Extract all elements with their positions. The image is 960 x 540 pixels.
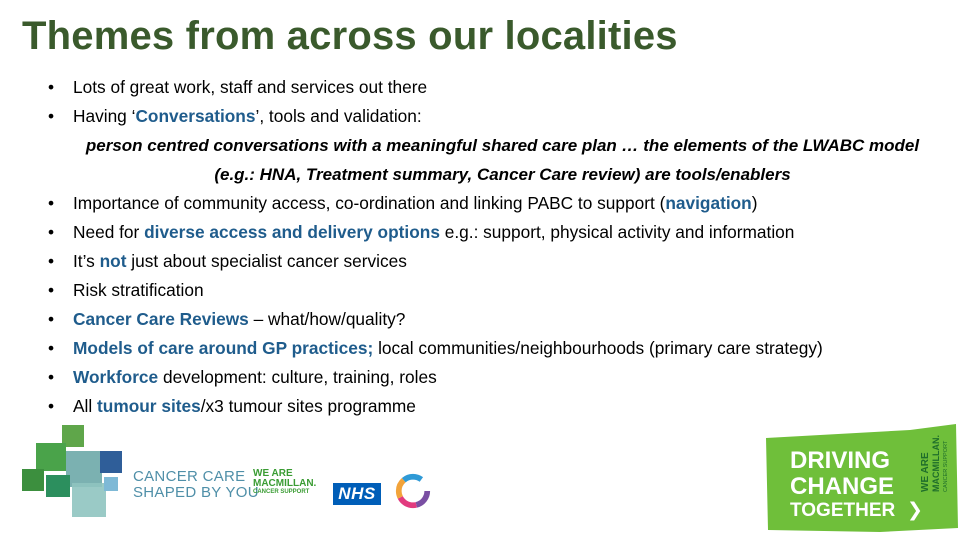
mosaic-logo-icon bbox=[22, 425, 127, 520]
ccsby-line2: SHAPED BY YOU bbox=[133, 484, 259, 501]
wam-line2: MACMILLAN. bbox=[253, 478, 317, 489]
dct-line3: TOGETHER bbox=[790, 500, 896, 521]
highlight-text: Models of care around GP practices; bbox=[73, 338, 374, 358]
bullet-item bbox=[40, 392, 955, 421]
bullet-text: Having ‘ bbox=[73, 106, 136, 126]
bullet-text: – what/how/quality? bbox=[248, 309, 406, 329]
bullet-text: Lots of great work, staff and services out there bbox=[73, 77, 428, 97]
bullet-item bbox=[40, 218, 955, 247]
wam-line3: CANCER SUPPORT bbox=[253, 489, 310, 495]
bullet-item bbox=[40, 305, 955, 334]
highlight-text: Cancer Care Reviews bbox=[73, 309, 249, 329]
ccsby-logo-text bbox=[133, 469, 259, 501]
macmillan-logo bbox=[253, 469, 316, 496]
bullet-text: development: culture, training, roles bbox=[158, 367, 437, 387]
bullet-text: It’s bbox=[73, 251, 100, 271]
subtext-bold: person centred conversations with a meaningful shared care plan … bbox=[85, 136, 639, 155]
nhs-logo: NHS bbox=[333, 483, 381, 505]
driving-change-together-logo bbox=[760, 420, 960, 535]
highlight-text: not bbox=[99, 251, 127, 271]
bullet-text: /x3 tumour sites programme bbox=[200, 396, 416, 416]
bullet-item bbox=[40, 247, 955, 276]
bullet-text: ) bbox=[751, 193, 758, 213]
highlight-text: Workforce bbox=[73, 367, 159, 387]
highlight-text: navigation bbox=[665, 193, 752, 213]
bullet-text: e.g.: support, physical activity and information bbox=[439, 222, 795, 242]
bullet-item bbox=[40, 189, 955, 218]
bullet-item bbox=[40, 276, 955, 305]
bullet-text: Risk stratification bbox=[73, 280, 204, 300]
bullet-text: Need for bbox=[73, 222, 145, 242]
highlight-text: diverse access and delivery options bbox=[144, 222, 440, 242]
highlight-text: tumour sites bbox=[97, 396, 201, 416]
bullet-item bbox=[40, 102, 955, 131]
bullet-list bbox=[40, 73, 955, 421]
bullet-subtext bbox=[40, 131, 955, 189]
subtext-rest: the elements of the LWABC model (e.g.: HNA, Treatment summary, Cancer Care review) are tools/enablers bbox=[214, 136, 920, 184]
bullet-text: Importance of community access, co-ordination and linking PABC to support ( bbox=[73, 193, 666, 213]
bullet-item bbox=[40, 73, 955, 102]
dct-side1: WE ARE bbox=[920, 452, 931, 492]
dct-line1: DRIVING bbox=[790, 447, 891, 474]
dct-arrow-icon: ❯ bbox=[907, 499, 923, 521]
bullet-text: local communities/neighbourhoods (primary care strategy) bbox=[373, 338, 823, 358]
ccsby-line1: CANCER CARE bbox=[133, 468, 246, 485]
bullet-text: All bbox=[73, 396, 98, 416]
bullet-text: just about specialist cancer services bbox=[126, 251, 407, 271]
bullet-item bbox=[40, 334, 955, 363]
dct-line2: CHANGE bbox=[790, 473, 895, 500]
dct-side3: CANCER SUPPORT bbox=[943, 440, 949, 492]
bullet-text: ’, tools and validation: bbox=[255, 106, 422, 126]
wam-line1: WE ARE bbox=[253, 468, 293, 479]
ring-logo-icon bbox=[394, 472, 432, 510]
bullet-item bbox=[40, 363, 955, 392]
highlight-text: Conversations bbox=[135, 106, 256, 126]
slide-title: Themes from across our localities bbox=[22, 14, 678, 58]
dct-side2: MACMILLAN. bbox=[931, 435, 941, 492]
